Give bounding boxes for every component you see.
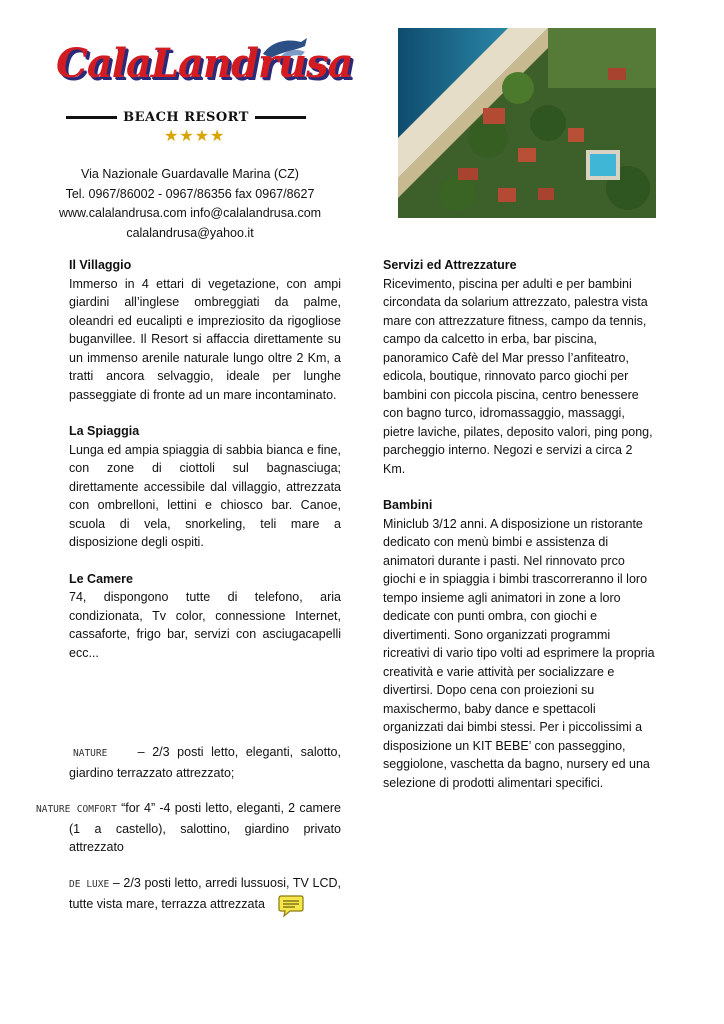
- phone-line: Tel. 0967/86002 - 0967/86356 fax 0967/8627: [65, 186, 315, 201]
- logo-subtitle-text: BEACH RESORT: [123, 109, 249, 125]
- section-title-bambini: Bambini: [383, 498, 433, 512]
- star-rating-icon: ★★★★: [164, 128, 226, 145]
- section-title-spiaggia: La Spiaggia: [69, 424, 140, 438]
- address-line: Via Nazionale Guardavalle Marina (CZ): [81, 167, 299, 181]
- room-text-deluxe: – 2/3 posti letto, arredi lussuosi, TV LCD, tutte vista mare, terrazza attrezzata: [69, 876, 341, 911]
- comment-note-icon[interactable]: [278, 894, 304, 918]
- section-title-villaggio: Il Villaggio: [69, 258, 132, 272]
- section-text-spiaggia: Lunga ed ampia spiaggia di sabbia bianca e fine, con zone di ciottoli sul bagnasciuga; direttamente accessibile dal villaggio, attrezzata con ombrelloni, lettini e chiosco bar. Canoe, scuola di vela, snorkeling, teli mare a disposizione degli ospiti.: [69, 442, 341, 549]
- section-title-servizi: Servizi ed Attrezzature: [383, 258, 517, 272]
- section-text-bambini: Miniclub 3/12 anni. A disposizione un ristorante dedicato con menù bimbi e assistenza di animatori durante i pasti. Nel rinnovato prco giochi e in spiaggia i bimbi trascorreranno il loro tempo insieme agli animatori in zone a loro dedicate con punti ombra, con giochi e divertimenti. Sono organizzati programmi ricreativi di vario tipo volti ad esprimere la propria creatività e varie attività per socializzare e divertirsi. Dopo cena con proiezioni su maxischermo, baby dance e spettacoli organizzati dai bimbi stessi. Per i piccolissimi a disposizione un KIT BEBE’ con passeggino, seggiolone, vaschetta da bagno, nursery ed una selezione di prodotti alimentari specifici.: [383, 516, 655, 790]
- web-email-line: www.calalandrusa.com info@calalandrusa.com: [58, 206, 322, 220]
- left-column: [69, 256, 341, 662]
- contact-address: [40, 165, 340, 243]
- resort-aerial-photo: [398, 28, 656, 218]
- room-nature: [69, 743, 341, 782]
- logo-title: CalaLandrusa: [56, 40, 353, 87]
- room-nature-comfort: [36, 799, 341, 857]
- room-text-nature: – 2/3 posti letto, eleganti, salotto, giardino terrazzato attrezzato;: [69, 745, 341, 780]
- right-column: [383, 256, 657, 792]
- divider: [255, 116, 306, 119]
- resort-logo: [56, 30, 353, 150]
- divider: [66, 116, 117, 119]
- section-text-villaggio: Immerso in 4 ettari di vegetazione, con ampi giardini all’inglese ombreggiati da palme, oleandri ed eucalipti e impreziosito da rigogliose buganvillee. Il Resort si affaccia direttamente su un immenso arenile naturale lungo oltre 2 Km, a tratti ancora selvaggio, ideale per lunghe passeggiate di fronte ad un mare incontaminato.: [69, 276, 341, 402]
- email-line: calalandrusa@yahoo.it: [126, 225, 254, 240]
- logo-subtitle: [66, 110, 306, 124]
- room-label-nature-comfort: NATURE COMFORT: [36, 804, 117, 815]
- section-title-camere: Le Camere: [69, 571, 133, 586]
- room-text-nature-comfort: “for 4” -4 posti letto, eleganti, 2 camere (1 a castello), salottino, giardino privato attrezzato: [69, 801, 341, 854]
- room-label-nature: NATURE: [73, 748, 108, 759]
- section-text-servizi: Ricevimento, piscina per adulti e per bambini circondata da solarium attrezzato, palestra vista mare con attrezzature fitness, campo da tennis, campo da calcetto in erba, bar piscina, panoramico Cafè del Mar presso l’anfiteatro, edicola, boutique, rinnovato parco giochi per bambini con piccola piscina, centro benessere con bagno turco, idromassaggio, massaggi, pietre laviche, pilates, deposito valori, ping pong, parcheggio interno. Negozi e servizi a circa 2 Km.: [383, 276, 653, 476]
- section-text-camere: 74, dispongono tutte di telefono, aria condizionata, Tv color, connessione Internet, cassaforte, frigo bar, servizi con asciugacapelli ecc...: [69, 590, 341, 660]
- room-label-deluxe: DE LUXE: [69, 879, 110, 890]
